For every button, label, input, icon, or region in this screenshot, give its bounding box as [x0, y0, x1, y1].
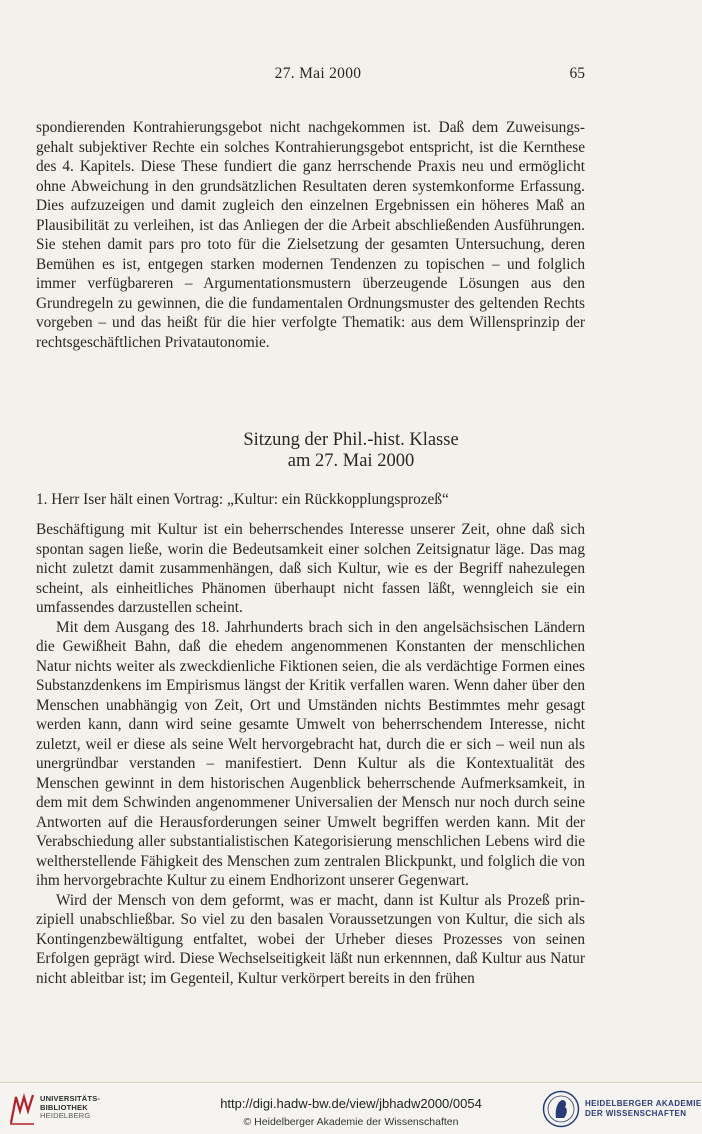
lecture-text-block	[36, 520, 585, 988]
academy-line-1: HEIDELBERGER AKADEMIE	[585, 1099, 702, 1108]
ub-line-3: HEIDELBERG	[40, 1111, 91, 1120]
section-subheading: am 27. Mai 2000	[287, 451, 415, 471]
paragraph: Wird der Mensch von dem geformt, was er macht, dann ist Kultur als Prozeß prinzipiell unabschließbar. So viel zu den basalen Voraussetzungen von Kultur, die sich als Kontingenzbewältigung entfaltet, wobei der Urheber dieses Prozesses von seinen Erfolgen geprägt wird. Diese Wechselseitigkeit läßt nun erkennnen, daß Kultur aus Natur nicht ableitbar ist; im Gegenteil, Kultur verkörpert bereits in den frühen	[36, 891, 585, 987]
academy-name	[585, 1099, 702, 1119]
header-date: 27. Mai 2000	[274, 65, 362, 82]
academy-seal-icon	[542, 1090, 580, 1128]
page-number: 65	[569, 65, 585, 82]
copyright-notice: © Heidelberger Akademie der Wissenschaften	[243, 1116, 459, 1128]
paragraph: spondierenden Kontrahierungsgebot nicht nachgekommen ist. Daß dem Zuweisungsgehalt subjektiver Rechte ein solches Kontrahierungsgebot entspricht, ist die Kernthese des 4. Kapitels. Diese These fundiert die ganz herrschende Praxis neu und ermöglicht ohne Abweichung in den grundsätzlichen Resultaten deren systemkonforme Erfassung. Dies aufzuzeigen und damit zugleich den einzelnen Ergebnissen ein höheres Maß an Plausibilität zu verleihen, ist das Anliegen der die Arbeit abschließenden Ausführungen. Sie stehen damit pars pro toto für die Zielsetzung der gesamten Untersuchung, deren Bemühen es ist, entgegen starken modernen Tendenzen zu topischen – und folglich immer verfügbareren – Argumentationsmustern überzeugende Lösungen aus den Grundregeln zu gewinnen, die die fundamentalen Ordnungsmuster des geltenden Rechts vorgeben – und das heißt für die hier verfolgte Thematik: aus dem Willensprinzip der rechtsgeschäftlichen Privatautonomie.	[36, 119, 585, 351]
talk-entry: 1. Herr Iser hält einen Vortrag: „Kultur: ein Rückkopplungsprozeß“	[36, 491, 449, 508]
running-header	[0, 63, 702, 85]
academy-line-2: DER WISSENSCHAFTEN	[585, 1109, 687, 1118]
continued-text-block	[36, 118, 585, 352]
section-heading: Sitzung der Phil.-hist. Klasse	[243, 430, 459, 450]
digitization-footer	[0, 1082, 702, 1134]
paragraph: Beschäftigung mit Kultur ist ein beherrschendes Interesse unserer Zeit, ohne daß sich spontan sagen ließe, worin die Bedeutsamkeit einer solchen Zeitsignatur läge. Das mag nicht zuletzt damit zusammenhängen, daß sich Kultur, wie es der Begriff nahezulegen scheint, als einheitliches Phänomen überhaupt nicht fassen läßt, wenngleich sie ein umfassendes darzustellen scheint.	[36, 521, 585, 616]
permalink-url[interactable]: http://digi.hadw-bw.de/view/jbhadw2000/0054	[220, 1096, 482, 1111]
paragraph: Mit dem Ausgang des 18. Jahrhunderts brach sich in den angelsächsischen Ländern die Gewißheit Bahn, daß die ehedem angenommenen Konstanten der menschlichen Natur nichts weiter als zweckdienliche Fiktionen seien, die als verdächtige Formen eines Substanzdenkens im Empirismus längst der Kritik verfallen waren. Wenn daher über den Menschen unabhängig von Zeit, Ort und Umständen nichts Bestimmtes mehr gesagt werden kann, dann wird seine gesamte Umwelt von beherrschendem Interesse, nicht zuletzt, weil er diese als seine Welt hervorgebracht hat, durch die er sich – weil nun als unergründbar verstanden – manifestiert. Denn Kultur als die Kontextualität des Menschen gewinnt in dem historischen Augenblick beherrschende Aufmerksamkeit, in dem mit dem Schwinden angenommener Universalien der Mensch nur noch durch seine Antworten auf die Herausforderungen seiner Umwelt begriffen werden kann. Mit der Verabschiedung aller substantialistischen Kategorisierung menschlichen Lebens wird die weltherstellende Fähigkeit des Menschen zum zentralen Blickpunkt, und folglich die von ihm hervorgebrachte Kultur zu einem Endhorizont unserer Gegenwart.	[36, 618, 585, 889]
ub-line-1: UNIVERSITÄTS-	[40, 1094, 101, 1103]
ub-line-2: BIBLIOTHEK	[40, 1102, 88, 1112]
